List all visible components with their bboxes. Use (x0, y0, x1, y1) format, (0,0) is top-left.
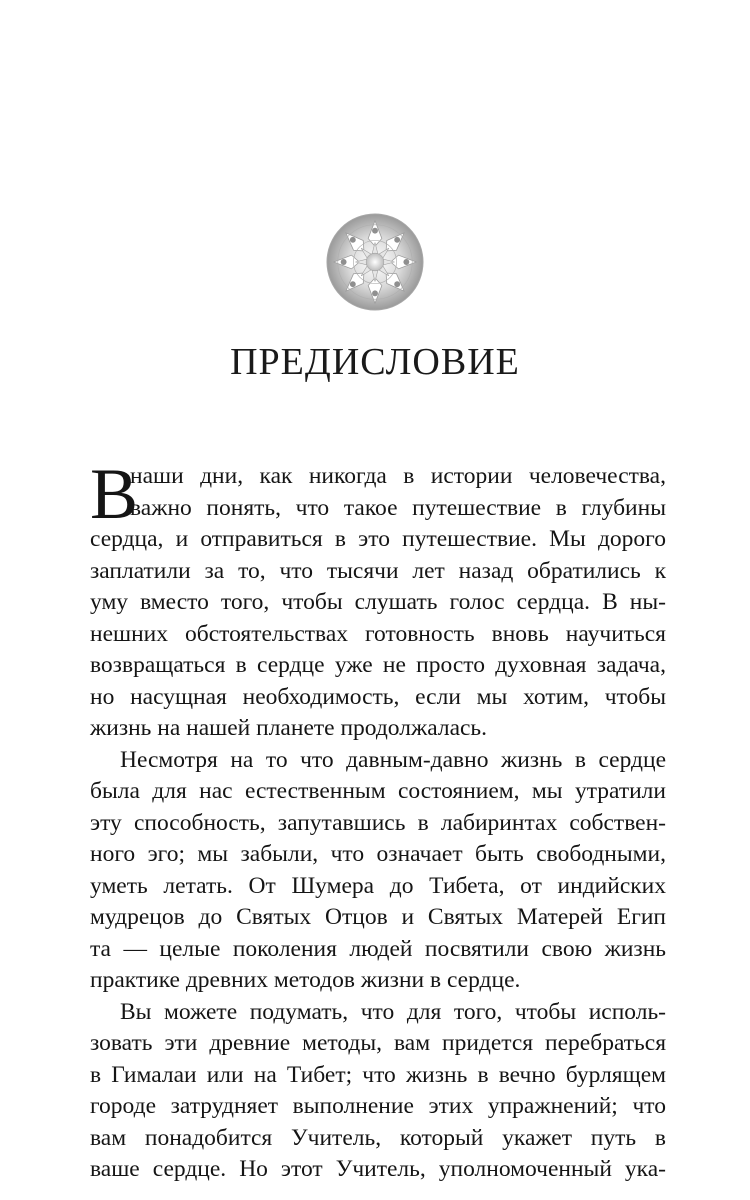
text-line: зовать эти древние методы, вам придется перебраться (90, 1030, 666, 1056)
text-line: сердца, и отправиться в это путешествие. Мы дорого (90, 526, 666, 552)
text-line: городе затрудняет выполнение этих упражнений; что (90, 1093, 666, 1119)
text-line: была для нас естественным состоянием, мы утратили (90, 778, 666, 804)
text-line: Вы можете подумать, что для того, чтобы исполь- (120, 998, 666, 1025)
text-line: практике древних методов жизни в сердце. (90, 967, 521, 993)
paragraph-3 (90, 997, 666, 1186)
text-line: уметь летать. От Шумера до Тибета, от индийских (90, 872, 666, 899)
mandala-icon (326, 213, 424, 311)
paragraph-2 (90, 745, 666, 997)
text-line: но насущная необходимость, если мы хотим, чтобы (90, 683, 666, 710)
text-line: уму вместо того, чтобы слушать голос сердца. В ны- (90, 589, 666, 615)
text-line: ваше сердце. Но этот Учитель, уполномоченный ука- (90, 1156, 666, 1182)
text-line: вам понадобится Учитель, который укажет путь в (90, 1124, 666, 1151)
drop-cap: В (90, 454, 139, 534)
paragraph-1 (90, 454, 666, 745)
text-line: Несмотря на то что давным-давно жизнь в сердце (120, 746, 666, 773)
text-line: та — целые поколения людей посвятили свою жизнь (90, 935, 666, 962)
body-text (90, 454, 666, 1186)
text-line: возвращаться в сердце уже не просто духовная задача, (90, 652, 666, 678)
text-line: важно понять, что такое путешествие в глубины (130, 494, 666, 521)
text-line: в Гималаи или на Тибет; что жизнь в вечно бурлящем (90, 1061, 666, 1088)
text-line: наши дни, как никогда в истории человечества, (130, 463, 666, 489)
text-line: ного эго; мы забыли, что означает быть свободными, (90, 841, 666, 867)
text-line: жизнь на нашей планете продолжалась. (90, 715, 488, 741)
text-line: эту способность, запутавшись в лабиринтах собствен- (90, 809, 666, 836)
text-line: заплатили за то, что тысячи лет назад обратились к (90, 557, 666, 584)
chapter-title: ПРЕДИСЛОВИЕ (230, 341, 520, 383)
text-line: мудрецов до Святых Отцов и Святых Матерей Егип (90, 904, 666, 930)
text-line: нешних обстоятельствах готовность вновь научиться (90, 620, 666, 647)
